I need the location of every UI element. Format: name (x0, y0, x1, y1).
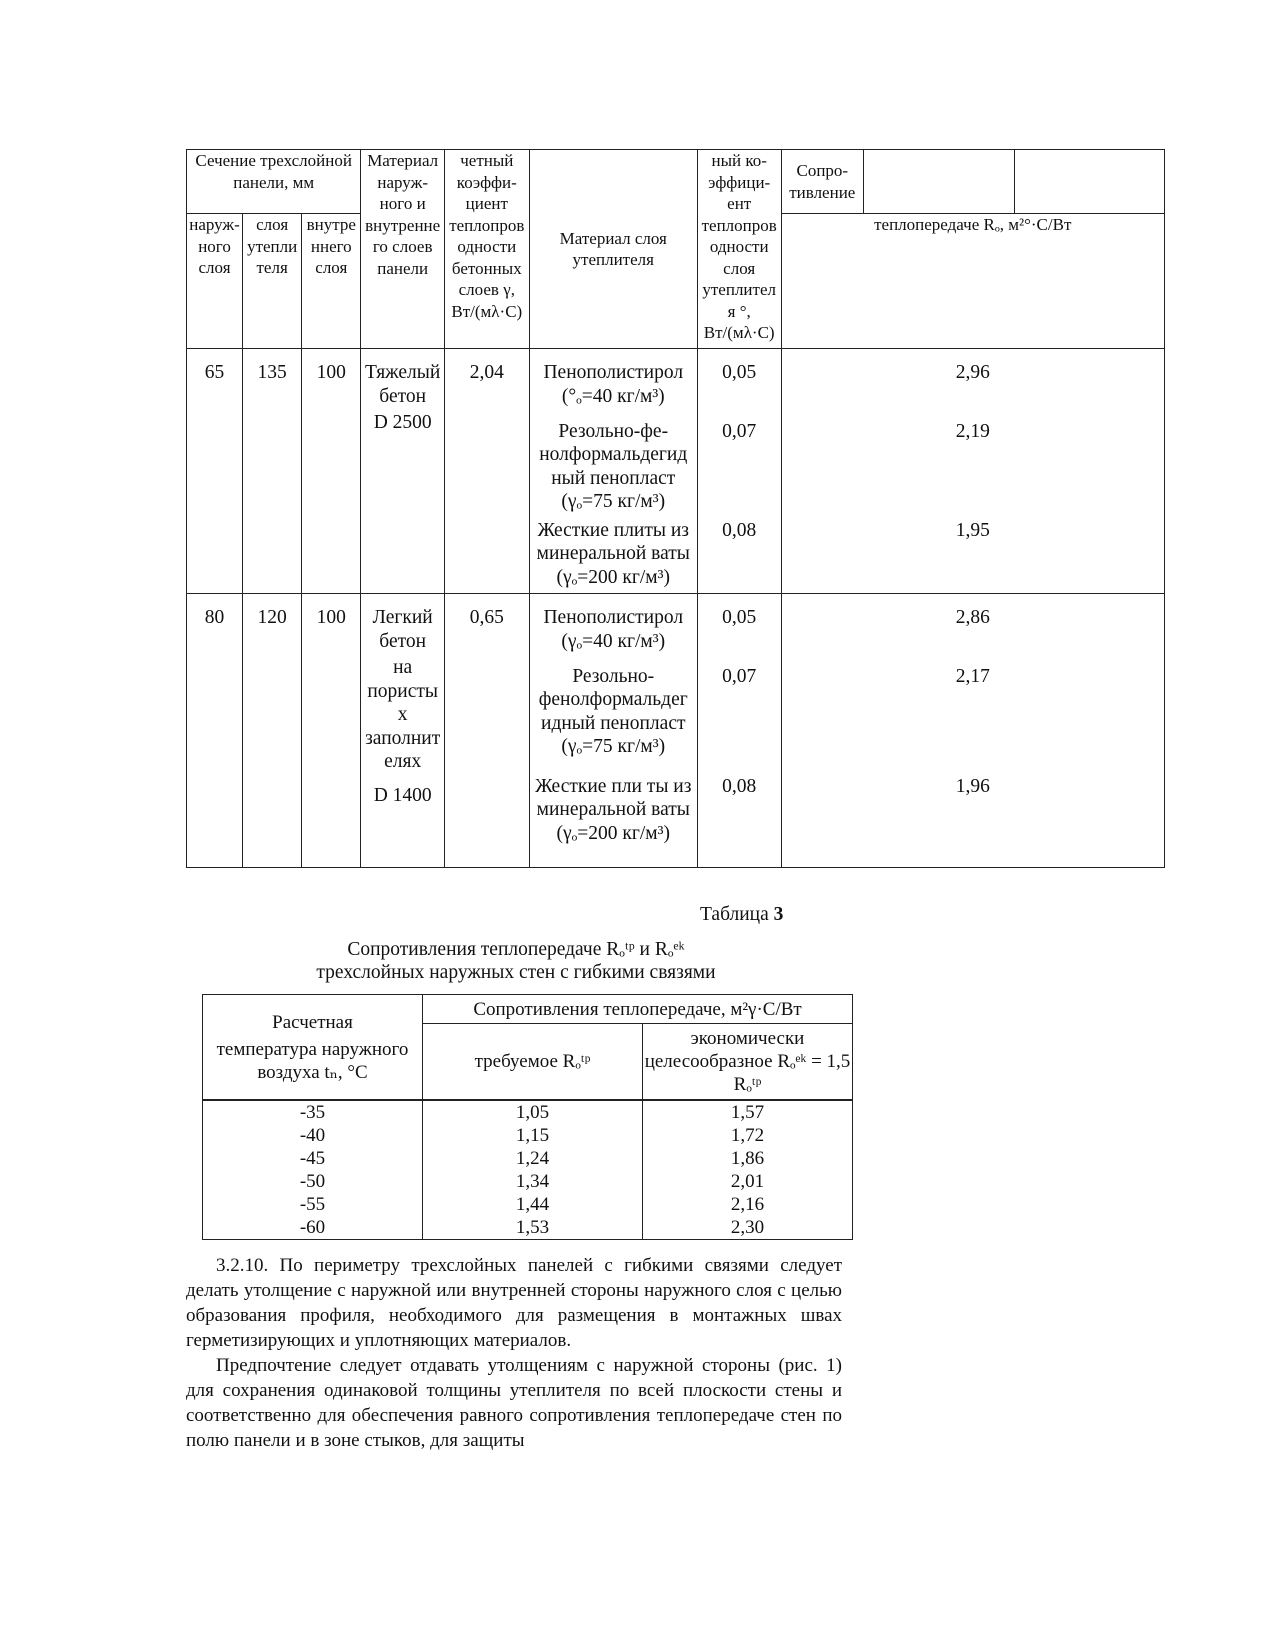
g1-row3-insulation: Жесткие плиты из минеральной ваты (γₒ=200 кг/м³) (529, 519, 697, 594)
header-inner-layer: внутре ннего слоя (302, 214, 361, 349)
header-temperature-line1: Расчетная (272, 1011, 353, 1033)
economic-value: 2,30 (730, 1217, 765, 1238)
header-economic: экономически целесообразное Rₒᵉᵏ = 1,5 Rₒᵗᵖ (643, 1024, 853, 1100)
required-value: 1,34 (515, 1171, 550, 1192)
g2-row1-resistance: 2,86 (781, 594, 1165, 655)
body-text (186, 1253, 842, 1453)
g2-row2-insulation: Резольно-фенолформальдег идный пенопласт (γₒ=75 кг/м³) (529, 655, 697, 775)
g2-row1-coef: 0,05 (697, 594, 781, 655)
g1-row3-resistance: 1,95 (781, 519, 1165, 594)
g1-concrete-coef: 2,04 (444, 349, 529, 410)
g1-material-name: Тяжелый бетон (365, 362, 441, 407)
required-value: 1,05 (515, 1102, 550, 1123)
g1-material (361, 349, 445, 594)
header-insulation-material: Материал слоя утеплителя (529, 150, 697, 349)
header-empty-cell (1015, 150, 1165, 214)
resistance-table (202, 994, 853, 1240)
g2-row2-resistance: 2,17 (781, 655, 1165, 775)
temperature-value: -45 (299, 1148, 326, 1169)
paragraph-preference: Предпочтение следует отдавать утолщениям с наружной стороны (рис. 1) для сохранения одинаковой толщины утеплителя по всей плоскости стены и соответственно для обеспечения равного сопротивления теплопередаче стен по полю панели и в зоне стыков, для защиты (186, 1355, 842, 1451)
column-economic (643, 1100, 853, 1240)
temperature-value: -40 (299, 1125, 326, 1146)
g1-inner: 100 (302, 349, 361, 410)
required-value: 1,15 (515, 1125, 550, 1146)
column-required (423, 1100, 643, 1240)
temperature-value: -55 (299, 1194, 326, 1215)
table-title-line1: Сопротивления теплопередаче Rₒᵗᵖ и Rₒᵉᵏ (347, 939, 685, 960)
header-insulation-layer: слоя утепли теля (243, 214, 302, 349)
table-title-line2: трехслойных наружных стен с гибкими связями (316, 962, 716, 983)
temperature-value: -60 (299, 1217, 326, 1238)
g2-row3-insulation: Жесткие пли ты из минеральной ваты (γₒ=200 кг/м³) (529, 775, 697, 868)
g2-material-name: Легкий бетон (372, 607, 433, 652)
paragraph-3-2-10: 3.2.10. По периметру трехслойных панелей с гибкими связями следует делать утолщение с наружной или внутренней стороны наружного слоя с целью образования профиля, необходимого для размещения в монтажных швах герметизирующих и уплотняющих материалов. (186, 1255, 842, 1351)
header-resistance: Сопротивления теплопередаче, м²γ·С/Вт (423, 995, 853, 1024)
insulation-table (186, 149, 1165, 868)
g1-row2-resistance: 2,19 (781, 410, 1165, 519)
header-resistance-label: теплопередаче Rₒ, м²°·С/Вт (781, 214, 1165, 349)
g1-row1-resistance: 2,96 (781, 349, 1165, 410)
g1-outer: 65 (187, 349, 243, 410)
g2-row3-coef: 0,08 (697, 775, 781, 868)
required-value: 1,24 (515, 1148, 550, 1169)
economic-value: 2,16 (730, 1194, 765, 1215)
table-title (236, 938, 796, 984)
table-label: Таблица 3 (700, 904, 784, 925)
header-temperature (203, 995, 423, 1101)
header-section: Сечение трехслойной панели, мм (187, 150, 361, 214)
g1-row3-coef: 0,08 (697, 519, 781, 594)
economic-value: 1,86 (730, 1148, 765, 1169)
header-material-outer-inner: Материал наруж-ного и внутренне го слоев панели (361, 150, 445, 349)
temperature-value: -35 (299, 1102, 326, 1123)
header-empty-cell (864, 150, 1015, 214)
g1-row1-insulation: Пенополистирол (°ₒ=40 кг/м³) (529, 349, 697, 410)
g1-material-grade: D 2500 (373, 412, 432, 433)
g2-material-desc: на пористы х заполнит елях (365, 657, 441, 772)
g2-material-grade: D 1400 (373, 784, 432, 806)
header-conductivity-insulation: ный ко-эффици-ент теплопров одности слоя утеплител я °, Вт/(мλ·С) (697, 150, 781, 349)
economic-value: 1,72 (730, 1125, 765, 1146)
g1-row1-coef: 0,05 (697, 349, 781, 410)
header-conductivity-concrete: четный коэффи-циент теплопров одности бетонных слоев γ, Вт/(мλ·С) (444, 150, 529, 349)
g2-row3-resistance: 1,96 (781, 775, 1165, 868)
column-temperatures (203, 1100, 423, 1240)
g2-concrete-coef: 0,65 (444, 594, 529, 655)
g1-row2-coef: 0,07 (697, 410, 781, 519)
g2-inner: 100 (302, 594, 361, 655)
header-required: требуемое Rₒᵗᵖ (423, 1024, 643, 1100)
required-value: 1,44 (515, 1194, 550, 1215)
g2-outer: 80 (187, 594, 243, 655)
g2-row2-coef: 0,07 (697, 655, 781, 775)
economic-value: 1,57 (730, 1102, 765, 1123)
g2-material (361, 594, 445, 868)
required-value: 1,53 (515, 1217, 550, 1238)
g2-row1-insulation: Пенополистирол (γₒ=40 кг/м³) (529, 594, 697, 655)
temperature-value: -50 (299, 1171, 326, 1192)
economic-value: 2,01 (730, 1171, 765, 1192)
header-outer-layer: наруж-ного слоя (187, 214, 243, 349)
header-temperature-line2: температура наружного воздуха tₙ, °С (216, 1038, 409, 1083)
g2-insulation: 120 (243, 594, 302, 655)
g1-insulation: 135 (243, 349, 302, 410)
header-resistance-top: Сопро-тивление (781, 150, 864, 214)
g1-row2-insulation: Резольно-фе-нолформальдегид ный пенопласт (γₒ=75 кг/м³) (529, 410, 697, 519)
